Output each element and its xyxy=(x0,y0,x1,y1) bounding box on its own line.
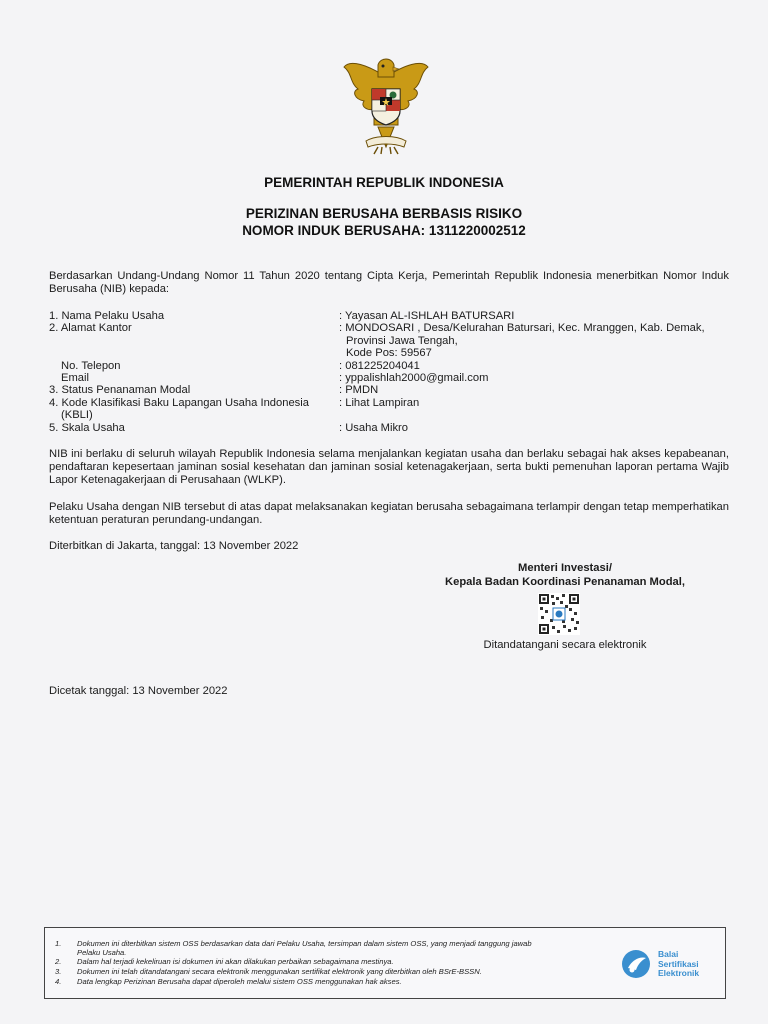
printed-date: Dicetak tanggal: 13 November 2022 xyxy=(49,685,228,697)
field-value-status: : PMDN xyxy=(339,384,379,396)
footer-note-3: 3. Dokumen ini telah ditandatangani secara elektronik menggunakan sertifikat elektronik yang diterbitkan oleh BSrE-BSSN. xyxy=(55,967,482,976)
issued-date: Diterbitkan di Jakarta, tanggal: 13 November 2022 xyxy=(49,540,299,552)
bsre-icon xyxy=(620,948,654,980)
field-value-telepon: : 081225204041 xyxy=(339,360,420,372)
signer-title-1: Menteri Investasi/ xyxy=(518,562,612,574)
footer-note-1: 1. Dokumen ini diterbitkan sistem OSS berdasarkan data dari Pelaku Usaha, tersimpan dalam sistem OSS, yang menjadi tanggung jawab xyxy=(55,939,532,948)
field-label-nama: 1. Nama Pelaku Usaha xyxy=(49,310,165,322)
nib-number: NOMOR INDUK BERUSAHA: 1311220002512 xyxy=(242,223,526,238)
field-value-alamat-2: Provinsi Jawa Tengah, xyxy=(346,335,458,347)
field-label-kbli-2: (KBLI) xyxy=(61,409,93,421)
field-value-nama: : Yayasan AL-ISHLAH BATURSARI xyxy=(339,310,515,322)
garuda-emblem xyxy=(338,55,434,155)
field-label-email: Email xyxy=(61,372,89,384)
field-value-skala: : Usaha Mikro xyxy=(339,422,409,434)
footer-note-4: 4. Data lengkap Perizinan Berusaha dapat diperoleh melalui sistem OSS menggunakan hak akses. xyxy=(55,977,402,986)
footer-note-1-cont: Pelaku Usaha. xyxy=(77,948,127,957)
bsre-text: Balai Sertifikasi Elektronik xyxy=(658,949,700,978)
qr-code-icon xyxy=(538,593,580,635)
activity-paragraph: Pelaku Usaha dengan NIB tersebut di atas dapat melaksanakan kegiatan berusaha sebagaimana terlampir dengan tetap memperhatikan ketentuan peraturan perundang-undangan. xyxy=(49,501,729,526)
field-value-email: : yppalishlah2000@gmail.com xyxy=(339,372,489,384)
signer-title-2: Kepala Badan Koordinasi Penanaman Modal, xyxy=(445,576,685,588)
field-label-telepon: No. Telepon xyxy=(61,360,121,372)
field-label-kbli: 4. Kode Klasifikasi Baku Lapangan Usaha Indonesia xyxy=(49,397,309,409)
footer-notes-box xyxy=(44,927,726,999)
field-label-status: 3. Status Penanaman Modal xyxy=(49,384,191,396)
bsre-logo xyxy=(620,948,720,980)
field-value-alamat-3: Kode Pos: 59567 xyxy=(346,347,432,359)
footer-note-2: 2. Dalam hal terjadi kekeliruan isi dokumen ini akan dilakukan perbaikan sebagaimana mestinya. xyxy=(55,957,394,966)
electronic-signature-note: Ditandatangani secara elektronik xyxy=(483,639,647,651)
field-label-alamat: 2. Alamat Kantor xyxy=(49,322,132,334)
government-heading: PEMERINTAH REPUBLIK INDONESIA xyxy=(264,175,504,190)
field-label-skala: 5. Skala Usaha xyxy=(49,422,125,434)
intro-paragraph: Berdasarkan Undang-Undang Nomor 11 Tahun 2020 tentang Cipta Kerja, Pemerintah Republik Indonesia menerbitkan Nomor Induk Berusaha (NIB) kepada: xyxy=(49,270,729,295)
field-value-alamat-1: : MONDOSARI , Desa/Kelurahan Batursari, Kec. Mranggen, Kab. Demak, xyxy=(339,322,705,334)
field-value-kbli: : Lihat Lampiran xyxy=(339,397,420,409)
document-title: PERIZINAN BERUSAHA BERBASIS RISIKO xyxy=(245,206,523,221)
validity-paragraph: NIB ini berlaku di seluruh wilayah Republik Indonesia selama menjalankan kegiatan usaha dan berlaku sebagai hak akses kepabeanan, pendaftaran kepesertaan jaminan sosial kesehatan dan jaminan sosial ketenagakerjaan, serta bukti pemenuhan laporan pertama Wajib Lapor Ketenagakerjaan di Perusahaan (WLKP). xyxy=(49,448,729,486)
